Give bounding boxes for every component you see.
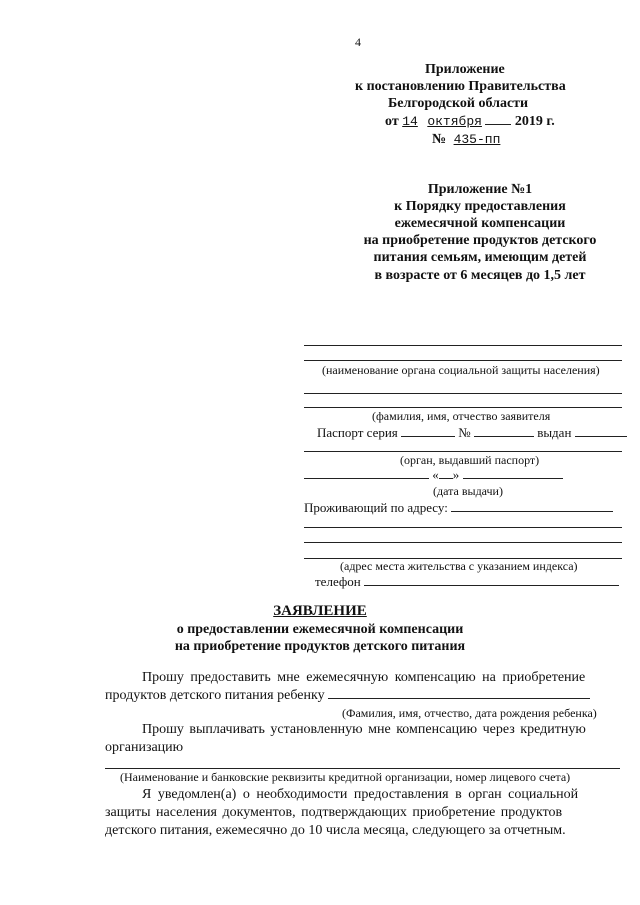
paragraph-3-line-2: защиты населения документов, подтверждающих приобретение продуктов bbox=[105, 805, 563, 820]
appendix-line-6: в возрасте от 6 месяцев до 1,5 лет bbox=[374, 268, 586, 283]
passport-series-label: Паспорт серия bbox=[317, 425, 398, 440]
appendix-line-4: на приобретение продуктов детского bbox=[363, 233, 597, 248]
fio-line-1[interactable] bbox=[304, 393, 622, 394]
quote-open: « bbox=[432, 467, 439, 482]
passport-row bbox=[317, 425, 627, 441]
child-label: продуктов детского питания ребенку bbox=[105, 688, 325, 703]
issuer-line[interactable] bbox=[304, 451, 622, 452]
header-date-day: 14 bbox=[402, 114, 418, 129]
header-number-prefix: № bbox=[432, 132, 447, 147]
phone-field[interactable] bbox=[364, 585, 619, 586]
child-field[interactable] bbox=[328, 698, 590, 699]
paragraph-2-line-1: Прошу выплачивать установленную мне компенсацию через кредитную bbox=[142, 722, 586, 737]
org-caption: (наименование органа социальной защиты населения) bbox=[322, 363, 600, 377]
statement-subtitle-1: о предоставлении ежемесячной компенсации bbox=[176, 622, 464, 637]
address-line-3[interactable] bbox=[304, 542, 622, 543]
address-row bbox=[304, 500, 613, 516]
paragraph-3-line-3: детского питания, ежемесячно до 10 числа месяца, следующего за отчетным. bbox=[105, 823, 566, 838]
header-date-month: октября bbox=[427, 114, 482, 129]
passport-issued-field[interactable] bbox=[575, 436, 627, 437]
date-caption: (дата выдачи) bbox=[433, 484, 503, 498]
appendix-line-2: к Порядку предоставления bbox=[394, 199, 566, 214]
quote-close: » bbox=[452, 467, 460, 482]
fio-line-2[interactable] bbox=[304, 407, 622, 408]
passport-issued-label: выдан bbox=[537, 425, 572, 440]
address-line-2[interactable] bbox=[304, 527, 622, 528]
bank-caption: (Наименование и банковские реквизиты кредитной организации, номер лицевого счета) bbox=[120, 770, 571, 784]
header-line-2: к постановлению Правительства bbox=[355, 79, 566, 94]
appendix-line-5: питания семьям, имеющим детей bbox=[373, 250, 587, 265]
header-date-prefix: от bbox=[385, 114, 399, 129]
address-caption: (адрес места жительства с указанием индекса) bbox=[340, 559, 578, 573]
paragraph-2-line-2: организацию bbox=[105, 740, 184, 755]
issue-date-year-field[interactable] bbox=[463, 478, 563, 479]
bank-line[interactable] bbox=[105, 768, 620, 769]
issue-date-month-field[interactable] bbox=[439, 478, 453, 479]
issuer-caption: (орган, выдавший паспорт) bbox=[400, 453, 540, 467]
header-number bbox=[432, 132, 500, 148]
header-date bbox=[385, 114, 555, 130]
header-date-year: 2019 г. bbox=[514, 114, 555, 129]
header-date-blank bbox=[485, 124, 511, 125]
fio-caption: (фамилия, имя, отчество заявителя bbox=[372, 409, 551, 423]
passport-number-field[interactable] bbox=[474, 436, 534, 437]
issue-date-day-field[interactable] bbox=[304, 478, 429, 479]
residing-label: Проживающий по адресу: bbox=[304, 500, 448, 515]
paragraph-1-line-1: Прошу предоставить мне ежемесячную компенсацию на приобретение bbox=[142, 670, 586, 685]
issue-date-row bbox=[304, 467, 563, 483]
header-line-1: Приложение bbox=[425, 62, 505, 77]
header-number-value: 435-пп bbox=[453, 132, 501, 147]
page-number: 4 bbox=[355, 35, 361, 49]
passport-series-field[interactable] bbox=[401, 436, 455, 437]
phone-row bbox=[315, 574, 619, 590]
paragraph-1-line-2 bbox=[105, 688, 590, 704]
header-line-3: Белгородской области bbox=[388, 96, 529, 111]
org-line-1[interactable] bbox=[304, 345, 622, 346]
statement-subtitle-2: на приобретение продуктов детского питания bbox=[174, 639, 466, 654]
address-field-1[interactable] bbox=[451, 511, 613, 512]
statement-title: ЗАЯВЛЕНИЕ bbox=[273, 603, 367, 619]
appendix-line-1: Приложение №1 bbox=[427, 182, 533, 197]
appendix-line-3: ежемесячной компенсации bbox=[394, 216, 566, 231]
org-line-2[interactable] bbox=[304, 360, 622, 361]
paragraph-3-line-1: Я уведомлен(а) о необходимости предоставления в орган социальной bbox=[142, 787, 579, 802]
child-caption: (Фамилия, имя, отчество, дата рождения ребенка) bbox=[342, 706, 597, 720]
passport-number-label: № bbox=[458, 425, 471, 440]
phone-label: телефон bbox=[315, 574, 361, 589]
